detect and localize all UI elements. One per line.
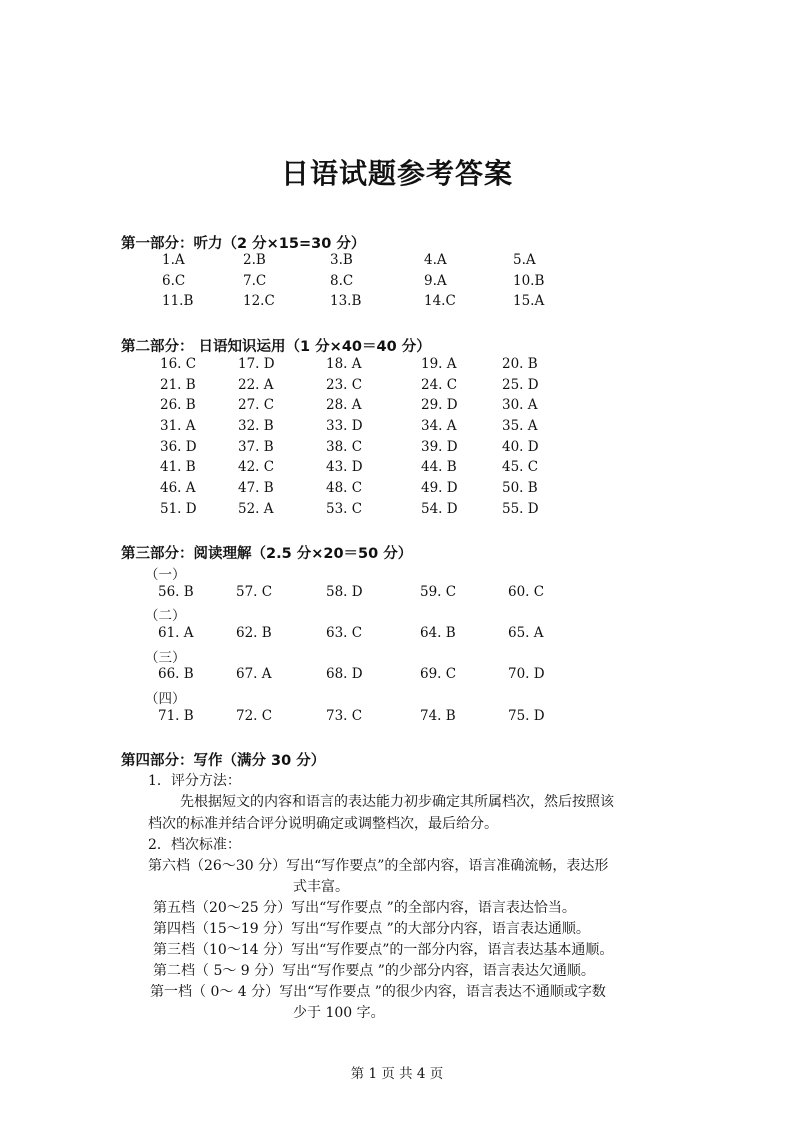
answer-item: 59. C [420, 583, 457, 600]
answer-item: 21. B [160, 376, 196, 393]
answer-item: 54. D [421, 500, 458, 517]
answer-item: 19. A [421, 356, 457, 372]
answer-row [0, 708, 794, 729]
answer-item: 44. B [421, 459, 457, 476]
answer-row [0, 377, 794, 398]
answer-item: 15.A [513, 293, 545, 310]
answer-item: 63. C [326, 625, 363, 642]
answer-item: 69. C [420, 666, 457, 683]
answer-item: 47. B [238, 480, 274, 497]
answer-row [0, 293, 794, 314]
answer-row [0, 480, 794, 501]
level1-line1: 第一档（ 0～ 4 分）写出“写作要点 ”的很少内容，语言表达不通顺或字数 [150, 984, 606, 1000]
answer-item: 53. C [326, 500, 363, 517]
answer-item: 6.C [162, 272, 186, 289]
answer-item: 31. A [160, 418, 196, 435]
answer-item: 74. B [420, 707, 456, 724]
passage-label: （一） [145, 567, 186, 583]
answer-item: 30. A [502, 397, 538, 414]
answer-item: 42. C [238, 459, 275, 476]
answer-item: 61. A [158, 625, 194, 642]
answer-item: 32. B [238, 418, 274, 435]
answer-item: 3.B [330, 252, 353, 268]
answer-item: 57. C [236, 583, 273, 600]
answer-item: 64. B [420, 625, 456, 642]
passage-label: （二） [145, 608, 186, 625]
answer-item: 43. D [326, 459, 363, 476]
page-title: 日语试题参考答案 [280, 157, 513, 190]
answer-item: 41. B [160, 459, 196, 476]
answer-item: 5.A [513, 252, 536, 268]
answer-item: 73. C [326, 707, 363, 724]
scoring-method-title: 1．评分方法： [148, 773, 241, 789]
answer-row [0, 501, 794, 522]
answer-item: 50. B [502, 480, 538, 497]
level6-line1: 第六档（26～30 分）写出“写作要点”的全部内容，语言准确流畅，表达形 [148, 858, 609, 874]
part1-answer-grid [0, 252, 794, 314]
answer-item: 10.B [513, 272, 545, 289]
answer-item: 17. D [238, 356, 275, 372]
answer-item: 75. D [508, 707, 545, 724]
answer-item: 27. C [238, 397, 275, 414]
level4: 第四档（15～19 分）写出“写作要点 ”的大部分内容，语言表达通顺。 [153, 921, 590, 937]
answer-item: 55. D [502, 500, 539, 517]
answer-item: 60. C [508, 583, 545, 600]
passage-label: （三） [145, 649, 186, 666]
answer-item: 4.A [424, 252, 447, 268]
answer-item: 18. A [326, 356, 362, 372]
answer-item: 16. C [160, 356, 197, 372]
answer-item: 34. A [421, 418, 457, 435]
level5: 第五档（20～25 分）写出“写作要点 ”的全部内容，语言表达恰当。 [153, 900, 576, 916]
answer-item: 71. B [158, 707, 194, 724]
answer-item: 33. D [326, 418, 363, 435]
answer-row [0, 666, 794, 687]
answer-item: 62. B [236, 625, 272, 642]
answer-item: 22. A [238, 376, 274, 393]
answer-item: 52. A [238, 500, 274, 517]
answer-item: 28. A [326, 397, 362, 414]
answer-row [0, 459, 794, 480]
answer-row [0, 439, 794, 460]
answer-item: 38. C [326, 438, 363, 455]
part2-answer-grid [0, 356, 794, 522]
answer-item: 29. D [421, 397, 458, 414]
part2-heading: 第二部分： 日语知识运用（1 分×40＝40 分） [121, 339, 431, 355]
answer-item: 12.C [243, 293, 275, 310]
answer-row [0, 252, 794, 273]
answer-item: 45. C [502, 459, 539, 476]
answer-item: 8.C [330, 272, 354, 289]
answer-item: 24. C [421, 376, 458, 393]
answer-item: 11.B [162, 293, 194, 310]
part4-heading: 第四部分：写作（满分 30 分） [121, 753, 326, 769]
answer-item: 36. D [160, 438, 197, 455]
answer-item: 35. A [502, 418, 538, 435]
answer-item: 56. B [158, 583, 194, 600]
answer-row [0, 356, 794, 377]
answer-row [0, 584, 794, 605]
answer-item: 65. A [508, 625, 544, 642]
answer-row [0, 418, 794, 439]
answer-item: 2.B [243, 252, 266, 268]
answer-item: 72. C [236, 707, 273, 724]
answer-item: 14.C [424, 293, 456, 310]
answer-item: 25. D [502, 376, 539, 393]
answer-row [0, 273, 794, 294]
answer-item: 39. D [421, 438, 458, 455]
answer-item: 58. D [326, 583, 363, 600]
answer-item: 20. B [502, 356, 538, 372]
scoring-method-line2: 档次的标准并结合评分说明确定或调整档次，最后给分。 [148, 816, 498, 832]
level3: 第三档（10～14 分）写出“写作要点”的一部分内容，语言表达基本通顺。 [153, 942, 614, 958]
answer-item: 23. C [326, 376, 363, 393]
page-footer: 第 1 页 共 4 页 [350, 1066, 444, 1082]
part3-answer-area [0, 563, 794, 729]
part1-heading: 第一部分：听力（2 分×15=30 分） [121, 236, 366, 252]
answer-item: 13.B [330, 293, 362, 310]
answer-item: 40. D [502, 438, 539, 455]
answer-row [0, 397, 794, 418]
answer-item: 7.C [243, 272, 267, 289]
scoring-method-line1: 先根据短文的内容和语言的表达能力初步确定其所属档次，然后按照该 [180, 794, 614, 810]
answer-row [0, 625, 794, 646]
answer-item: 51. D [160, 500, 197, 517]
answer-item: 70. D [508, 666, 545, 683]
answer-item: 66. B [158, 666, 194, 683]
answer-item: 49. D [421, 480, 458, 497]
answer-item: 26. B [160, 397, 196, 414]
level2: 第二档（ 5～ 9 分）写出“写作要点 ”的少部分内容，语言表达欠通顺。 [153, 963, 595, 979]
answer-item: 1.A [162, 252, 185, 268]
level1-line2: 少于 100 字。 [293, 1005, 385, 1021]
part3-heading: 第三部分：阅读理解（2.5 分×20＝50 分） [121, 546, 413, 562]
answer-item: 37. B [238, 438, 274, 455]
level-standards-title: 2．档次标准： [148, 837, 241, 853]
answer-item: 9.A [424, 272, 447, 289]
answer-item: 67. A [236, 666, 272, 683]
answer-item: 68. D [326, 666, 363, 683]
answer-item: 48. C [326, 480, 363, 497]
level6-line2: 式丰富。 [293, 879, 349, 895]
answer-item: 46. A [160, 480, 196, 497]
passage-label: （四） [145, 691, 186, 708]
